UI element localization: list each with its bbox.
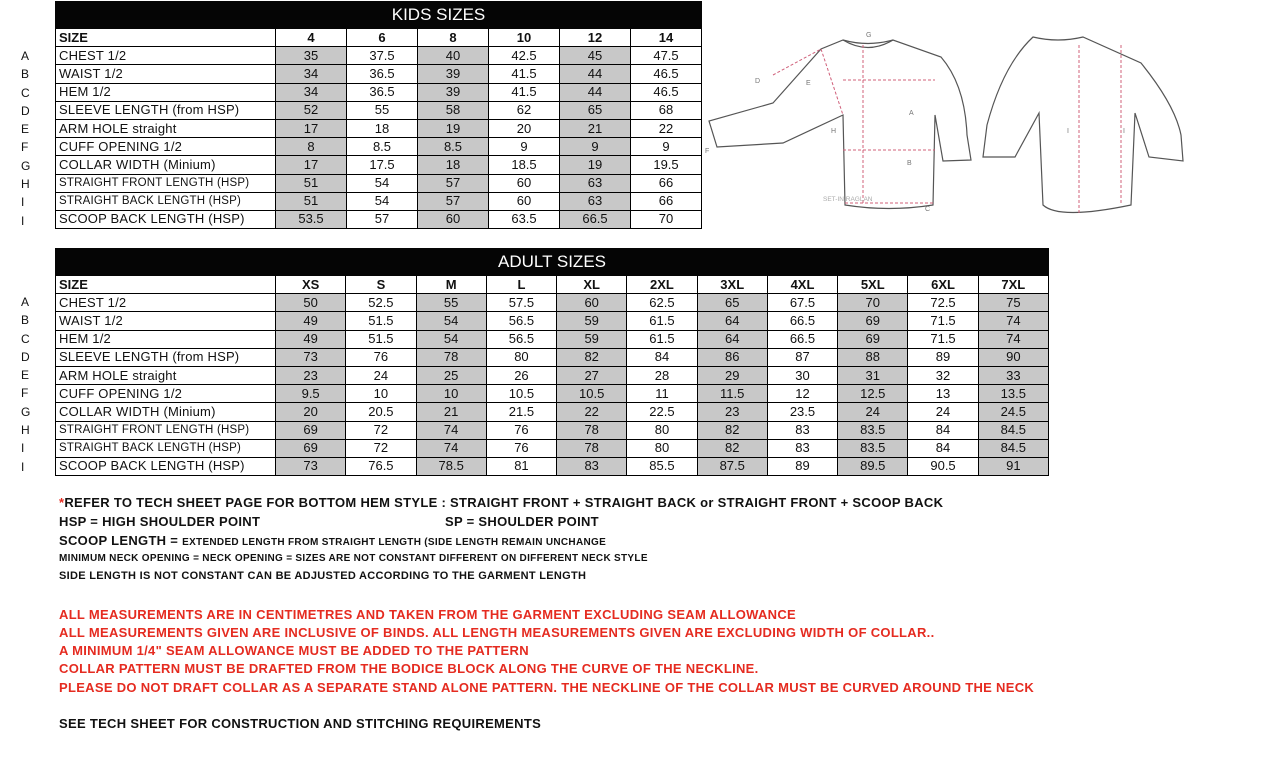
- measurement-value: 82: [697, 421, 767, 439]
- measurement-value: 76.5: [346, 457, 416, 475]
- measurement-value: 89: [767, 457, 837, 475]
- adult-measurement-row: [56, 403, 1049, 421]
- measurement-value: 91: [978, 457, 1048, 475]
- measurement-value: 69: [276, 421, 346, 439]
- measurement-value: 49: [276, 330, 346, 348]
- measurement-value: 10.5: [486, 385, 556, 403]
- measurement-value: 72: [346, 421, 416, 439]
- measurement-value: 18.5: [489, 156, 560, 174]
- measurement-value: 63.5: [489, 210, 560, 228]
- measurement-label: SLEEVE LENGTH (from HSP): [56, 101, 276, 119]
- measurement-value: 23: [697, 403, 767, 421]
- kids-size-label: SIZE: [56, 29, 276, 47]
- measurement-value: 8: [276, 138, 347, 156]
- row-letter: D: [21, 349, 30, 364]
- row-letter: F: [21, 386, 29, 401]
- measurement-value: 66.5: [767, 312, 837, 330]
- row-letter: C: [21, 331, 30, 346]
- measurement-value: 8.5: [418, 138, 489, 156]
- measurement-value: 11: [627, 385, 697, 403]
- measurement-value: 59: [557, 330, 627, 348]
- diagram-label-i: I: [1123, 128, 1125, 135]
- measurement-value: 69: [838, 330, 908, 348]
- measurement-value: 51.5: [346, 312, 416, 330]
- measurement-value: 66: [631, 192, 702, 210]
- adult-size-table: [55, 248, 1049, 476]
- row-letter: B: [21, 313, 30, 328]
- diagram-label-c: C: [925, 206, 931, 213]
- measurement-value: 21.5: [486, 403, 556, 421]
- measurement-value: 54: [347, 174, 418, 192]
- measurement-value: 28: [627, 366, 697, 384]
- row-letter: I: [21, 459, 25, 474]
- adult-size-label: SIZE: [56, 276, 276, 294]
- measurement-value: 68: [631, 101, 702, 119]
- measurement-value: 39: [418, 83, 489, 101]
- measurement-value: 72: [346, 439, 416, 457]
- adult-size-col: 2XL: [627, 276, 697, 294]
- measurement-label: CHEST 1/2: [56, 294, 276, 312]
- measurement-value: 85.5: [627, 457, 697, 475]
- red-note: A MINIMUM 1/4" SEAM ALLOWANCE MUST BE ADDED TO THE PATTERN: [59, 643, 529, 658]
- measurement-value: 83.5: [838, 421, 908, 439]
- diagram-label-b: B: [907, 160, 912, 167]
- adult-size-col: 5XL: [838, 276, 908, 294]
- kids-measurement-row: [56, 101, 702, 119]
- kids-measurement-row: [56, 210, 702, 228]
- row-letter: C: [21, 85, 30, 100]
- measurement-value: 22.5: [627, 403, 697, 421]
- diagram-label-a: A: [909, 110, 914, 117]
- measurement-label: COLLAR WIDTH (Minium): [56, 403, 276, 421]
- measurement-label: SLEEVE LENGTH (from HSP): [56, 348, 276, 366]
- row-letter: A: [21, 49, 30, 63]
- measurement-value: 53.5: [276, 210, 347, 228]
- adult-size-col: XL: [557, 276, 627, 294]
- measurement-value: 27: [557, 366, 627, 384]
- measurement-value: 9.5: [276, 385, 346, 403]
- adult-size-col: 3XL: [697, 276, 767, 294]
- measurement-value: 90: [978, 348, 1048, 366]
- red-note: ALL MEASUREMENTS GIVEN ARE INCLUSIVE OF BINDS. ALL LENGTH MEASUREMENTS GIVEN ARE EXCLUDING WIDTH OF COLLAR..: [59, 625, 935, 640]
- measurement-value: 83: [557, 457, 627, 475]
- measurement-value: 54: [347, 192, 418, 210]
- note-sp: SP = SHOULDER POINT: [445, 514, 599, 529]
- measurement-value: 37.5: [347, 47, 418, 65]
- kids-size-col: 4: [276, 29, 347, 47]
- kids-size-col: 10: [489, 29, 560, 47]
- measurement-value: 44: [560, 83, 631, 101]
- back-shirt-outline: [983, 37, 1183, 213]
- measurement-value: 61.5: [627, 330, 697, 348]
- measurement-value: 81: [486, 457, 556, 475]
- note-tech-sheet: SEE TECH SHEET FOR CONSTRUCTION AND STITCHING REQUIREMENTS: [59, 716, 542, 731]
- measurement-value: 83: [767, 439, 837, 457]
- kids-measurement-row: [56, 174, 702, 192]
- measurement-label: CUFF OPENING 1/2: [56, 138, 276, 156]
- measurement-value: 34: [276, 65, 347, 83]
- diagram-label-f: F: [705, 148, 710, 155]
- measurement-value: 51: [276, 192, 347, 210]
- measurement-value: 24.5: [978, 403, 1048, 421]
- measurement-value: 60: [418, 210, 489, 228]
- kids-size-col: 6: [347, 29, 418, 47]
- measurement-value: 60: [489, 192, 560, 210]
- adult-measurement-row: [56, 457, 1049, 475]
- measurement-value: 83.5: [838, 439, 908, 457]
- measurement-value: 89.5: [838, 457, 908, 475]
- measurement-value: 10: [346, 385, 416, 403]
- measurement-value: 80: [486, 348, 556, 366]
- measurement-value: 64: [697, 330, 767, 348]
- measurement-value: 17: [276, 156, 347, 174]
- measurement-value: 50: [276, 294, 346, 312]
- measurement-value: 70: [838, 294, 908, 312]
- adult-size-col: 4XL: [767, 276, 837, 294]
- adult-size-col: XS: [276, 276, 346, 294]
- measurement-value: 74: [978, 312, 1048, 330]
- note-scoop: SCOOP LENGTH = EXTENDED LENGTH FROM STRAIGHT LENGTH (SIDE LENGTH REMAIN UNCHANGE: [59, 533, 607, 548]
- row-letter: I: [21, 213, 25, 228]
- measurement-value: 41.5: [489, 65, 560, 83]
- measurement-value: 63: [560, 192, 631, 210]
- measurement-value: 9: [560, 138, 631, 156]
- measurement-label: SCOOP BACK LENGTH (HSP): [56, 210, 276, 228]
- measurement-value: 35: [276, 47, 347, 65]
- measurement-value: 34: [276, 83, 347, 101]
- measurement-label: HEM 1/2: [56, 330, 276, 348]
- measurement-value: 32: [908, 366, 978, 384]
- measurement-value: 23: [276, 366, 346, 384]
- measurement-value: 17: [276, 119, 347, 137]
- measurement-value: 13.5: [978, 385, 1048, 403]
- note-refer: *REFER TO TECH SHEET PAGE FOR BOTTOM HEM STYLE : STRAIGHT FRONT + STRAIGHT BACK or STRAIGHT FRONT + SCOOP BACK: [59, 495, 944, 510]
- red-note: COLLAR PATTERN MUST BE DRAFTED FROM THE BODICE BLOCK ALONG THE CURVE OF THE NECKLINE.: [59, 661, 759, 676]
- measurement-value: 84: [908, 439, 978, 457]
- measurement-value: 80: [627, 421, 697, 439]
- measurement-value: 54: [416, 312, 486, 330]
- measurement-value: 87.5: [697, 457, 767, 475]
- measurement-value: 40: [418, 47, 489, 65]
- measurement-value: 78: [557, 421, 627, 439]
- red-note: PLEASE DO NOT DRAFT COLLAR AS A SEPARATE STAND ALONE PATTERN. THE NECKLINE OF THE COLLAR MUST BE CURVED AROUND THE NECK: [59, 680, 1035, 695]
- measurement-value: 90.5: [908, 457, 978, 475]
- measurement-value: 45: [560, 47, 631, 65]
- row-letter: D: [21, 103, 30, 118]
- measurement-value: 12: [767, 385, 837, 403]
- row-letter: I: [21, 441, 25, 456]
- row-letter: H: [21, 177, 30, 192]
- measurement-label: HEM 1/2: [56, 83, 276, 101]
- measurement-value: 18: [418, 156, 489, 174]
- measurement-value: 13: [908, 385, 978, 403]
- measurement-value: 9: [489, 138, 560, 156]
- measurement-value: 52.5: [346, 294, 416, 312]
- row-letter: H: [21, 423, 30, 438]
- measurement-label: STRAIGHT BACK LENGTH (HSP): [56, 192, 276, 210]
- measurement-value: 10: [416, 385, 486, 403]
- measurement-value: 20.5: [346, 403, 416, 421]
- measurement-value: 89: [908, 348, 978, 366]
- measurement-label: CUFF OPENING 1/2: [56, 385, 276, 403]
- adult-measurement-row: [56, 385, 1049, 403]
- measurement-value: 55: [347, 101, 418, 119]
- front-shirt-outline: [709, 40, 971, 209]
- measurement-value: 46.5: [631, 65, 702, 83]
- measurement-value: 69: [276, 439, 346, 457]
- row-letter: G: [21, 158, 31, 173]
- measurement-value: 74: [978, 330, 1048, 348]
- measurement-value: 54: [416, 330, 486, 348]
- row-letter: A: [21, 295, 30, 309]
- measurement-value: 62.5: [627, 294, 697, 312]
- measurement-value: 74: [416, 421, 486, 439]
- adult-row-letters: [21, 293, 30, 476]
- measurement-value: 87: [767, 348, 837, 366]
- note-asterisk: *: [59, 495, 65, 510]
- measurement-value: 11.5: [697, 385, 767, 403]
- measurement-value: 78.5: [416, 457, 486, 475]
- measurement-value: 39: [418, 65, 489, 83]
- measurement-value: 51.5: [346, 330, 416, 348]
- measurement-value: 56.5: [486, 330, 556, 348]
- diagram-caption: SET-IN RAGLAN: [823, 196, 873, 203]
- measurement-value: 22: [631, 119, 702, 137]
- measurement-label: ARM HOLE straight: [56, 119, 276, 137]
- adult-size-col: 6XL: [908, 276, 978, 294]
- measurement-value: 71.5: [908, 312, 978, 330]
- measurement-value: 76: [486, 421, 556, 439]
- measurement-value: 24: [346, 366, 416, 384]
- measurement-value: 25: [416, 366, 486, 384]
- measurement-value: 82: [697, 439, 767, 457]
- diagram-label-g: G: [866, 32, 872, 39]
- measurement-value: 59: [557, 312, 627, 330]
- measurement-value: 19: [560, 156, 631, 174]
- note-hsp: HSP = HIGH SHOULDER POINT: [59, 514, 261, 529]
- measurement-value: 21: [560, 119, 631, 137]
- measurement-value: 66: [631, 174, 702, 192]
- measurement-value: 62: [489, 101, 560, 119]
- measurement-value: 19: [418, 119, 489, 137]
- measurement-value: 76: [346, 348, 416, 366]
- adult-table-title: ADULT SIZES: [56, 249, 1049, 276]
- row-letter: E: [21, 122, 30, 137]
- kids-size-col: 12: [560, 29, 631, 47]
- note-min-neck: MINIMUM NECK OPENING = NECK OPENING = SIZES ARE NOT CONSTANT DIFFERENT ON DIFFERENT NECK STYLE: [59, 553, 648, 564]
- adult-size-col: S: [346, 276, 416, 294]
- measurement-value: 41.5: [489, 83, 560, 101]
- measurement-value: 42.5: [489, 47, 560, 65]
- adult-measurement-row: [56, 421, 1049, 439]
- measurement-value: 65: [560, 101, 631, 119]
- note-side-length: SIDE LENGTH IS NOT CONSTANT CAN BE ADJUSTED ACCORDING TO THE GARMENT LENGTH: [59, 570, 587, 582]
- measurement-label: WAIST 1/2: [56, 312, 276, 330]
- measurement-value: 22: [557, 403, 627, 421]
- measurement-value: 71.5: [908, 330, 978, 348]
- measurement-value: 19.5: [631, 156, 702, 174]
- measurement-value: 47.5: [631, 47, 702, 65]
- measurement-label: CHEST 1/2: [56, 47, 276, 65]
- measurement-value: 56.5: [486, 312, 556, 330]
- adult-measurement-row: [56, 348, 1049, 366]
- garment-diagram: [703, 25, 1263, 225]
- measurement-value: 44: [560, 65, 631, 83]
- kids-measurement-row: [56, 156, 702, 174]
- measurement-value: 80: [627, 439, 697, 457]
- red-note: ALL MEASUREMENTS ARE IN CENTIMETRES AND TAKEN FROM THE GARMENT EXCLUDING SEAM ALLOWANCE: [59, 607, 797, 622]
- measurement-value: 9: [631, 138, 702, 156]
- measurement-value: 76: [486, 439, 556, 457]
- measurement-label: SCOOP BACK LENGTH (HSP): [56, 457, 276, 475]
- measurement-value: 31: [838, 366, 908, 384]
- kids-measurement-row: [56, 65, 702, 83]
- row-letter: F: [21, 140, 29, 155]
- measurement-value: 24: [908, 403, 978, 421]
- kids-table-title: KIDS SIZES: [56, 2, 702, 29]
- measurement-value: 20: [489, 119, 560, 137]
- row-letter: G: [21, 404, 31, 419]
- measurement-value: 73: [276, 348, 346, 366]
- measurement-value: 55: [416, 294, 486, 312]
- kids-size-header-row: [56, 29, 702, 47]
- measurement-value: 67.5: [767, 294, 837, 312]
- measurement-value: 66.5: [767, 330, 837, 348]
- kids-measurement-row: [56, 83, 702, 101]
- measurement-value: 51: [276, 174, 347, 192]
- measurement-value: 60: [489, 174, 560, 192]
- kids-measurement-row: [56, 119, 702, 137]
- measurement-value: 66.5: [560, 210, 631, 228]
- measurement-value: 58: [418, 101, 489, 119]
- kids-measurement-row: [56, 192, 702, 210]
- measurement-value: 36.5: [347, 65, 418, 83]
- measurement-value: 84: [627, 348, 697, 366]
- adult-measurement-row: [56, 439, 1049, 457]
- kids-measurement-row: [56, 47, 702, 65]
- measurement-value: 84.5: [978, 421, 1048, 439]
- diagram-label-h: H: [831, 128, 837, 135]
- measurement-value: 57: [347, 210, 418, 228]
- measurement-value: 72.5: [908, 294, 978, 312]
- row-letter: E: [21, 368, 30, 383]
- diagram-label-i: I: [1067, 128, 1069, 135]
- measurement-value: 36.5: [347, 83, 418, 101]
- measurement-value: 26: [486, 366, 556, 384]
- adult-measurement-row: [56, 366, 1049, 384]
- measurement-value: 33: [978, 366, 1048, 384]
- measurement-value: 88: [838, 348, 908, 366]
- kids-size-col: 14: [631, 29, 702, 47]
- measurement-value: 70: [631, 210, 702, 228]
- kids-size-col: 8: [418, 29, 489, 47]
- measurement-value: 30: [767, 366, 837, 384]
- measurement-value: 21: [416, 403, 486, 421]
- diagram-labels: [705, 32, 1125, 213]
- measurement-value: 57: [418, 174, 489, 192]
- measurement-value: 12.5: [838, 385, 908, 403]
- measurement-value: 52: [276, 101, 347, 119]
- measurement-value: 63: [560, 174, 631, 192]
- measurement-label: STRAIGHT FRONT LENGTH (HSP): [56, 174, 276, 192]
- adult-size-header-row: [56, 276, 1049, 294]
- measurement-value: 17.5: [347, 156, 418, 174]
- measurement-value: 10.5: [557, 385, 627, 403]
- measurement-value: 18: [347, 119, 418, 137]
- measurement-value: 74: [416, 439, 486, 457]
- measurement-value: 49: [276, 312, 346, 330]
- measurement-label: STRAIGHT BACK LENGTH (HSP): [56, 439, 276, 457]
- adult-measurement-row: [56, 294, 1049, 312]
- measurement-value: 84: [908, 421, 978, 439]
- adult-measurement-row: [56, 330, 1049, 348]
- measurement-value: 46.5: [631, 83, 702, 101]
- measurement-value: 60: [557, 294, 627, 312]
- diagram-label-d: D: [755, 78, 761, 85]
- measurement-value: 29: [697, 366, 767, 384]
- measurement-value: 64: [697, 312, 767, 330]
- measurement-value: 23.5: [767, 403, 837, 421]
- measurement-value: 57.5: [486, 294, 556, 312]
- measurement-value: 75: [978, 294, 1048, 312]
- diagram-label-e: E: [806, 80, 811, 87]
- measurement-label: COLLAR WIDTH (Minium): [56, 156, 276, 174]
- adult-size-col: L: [486, 276, 556, 294]
- measurement-value: 78: [557, 439, 627, 457]
- kids-measurement-row: [56, 138, 702, 156]
- measurement-value: 20: [276, 403, 346, 421]
- kids-row-letters: [21, 47, 30, 230]
- row-letter: I: [21, 195, 25, 210]
- measurement-value: 65: [697, 294, 767, 312]
- measurement-label: WAIST 1/2: [56, 65, 276, 83]
- measurement-label: ARM HOLE straight: [56, 366, 276, 384]
- measurement-value: 73: [276, 457, 346, 475]
- row-letter: B: [21, 67, 30, 82]
- measurement-value: 61.5: [627, 312, 697, 330]
- measurement-value: 86: [697, 348, 767, 366]
- adult-size-col: M: [416, 276, 486, 294]
- adult-size-col: 7XL: [978, 276, 1048, 294]
- measurement-label: STRAIGHT FRONT LENGTH (HSP): [56, 421, 276, 439]
- measurement-value: 84.5: [978, 439, 1048, 457]
- measurement-value: 57: [418, 192, 489, 210]
- measurement-value: 78: [416, 348, 486, 366]
- measurement-value: 82: [557, 348, 627, 366]
- kids-size-table: [55, 1, 702, 229]
- measurement-value: 83: [767, 421, 837, 439]
- measurement-value: 69: [838, 312, 908, 330]
- adult-measurement-row: [56, 312, 1049, 330]
- measurement-value: 8.5: [347, 138, 418, 156]
- measurement-value: 24: [838, 403, 908, 421]
